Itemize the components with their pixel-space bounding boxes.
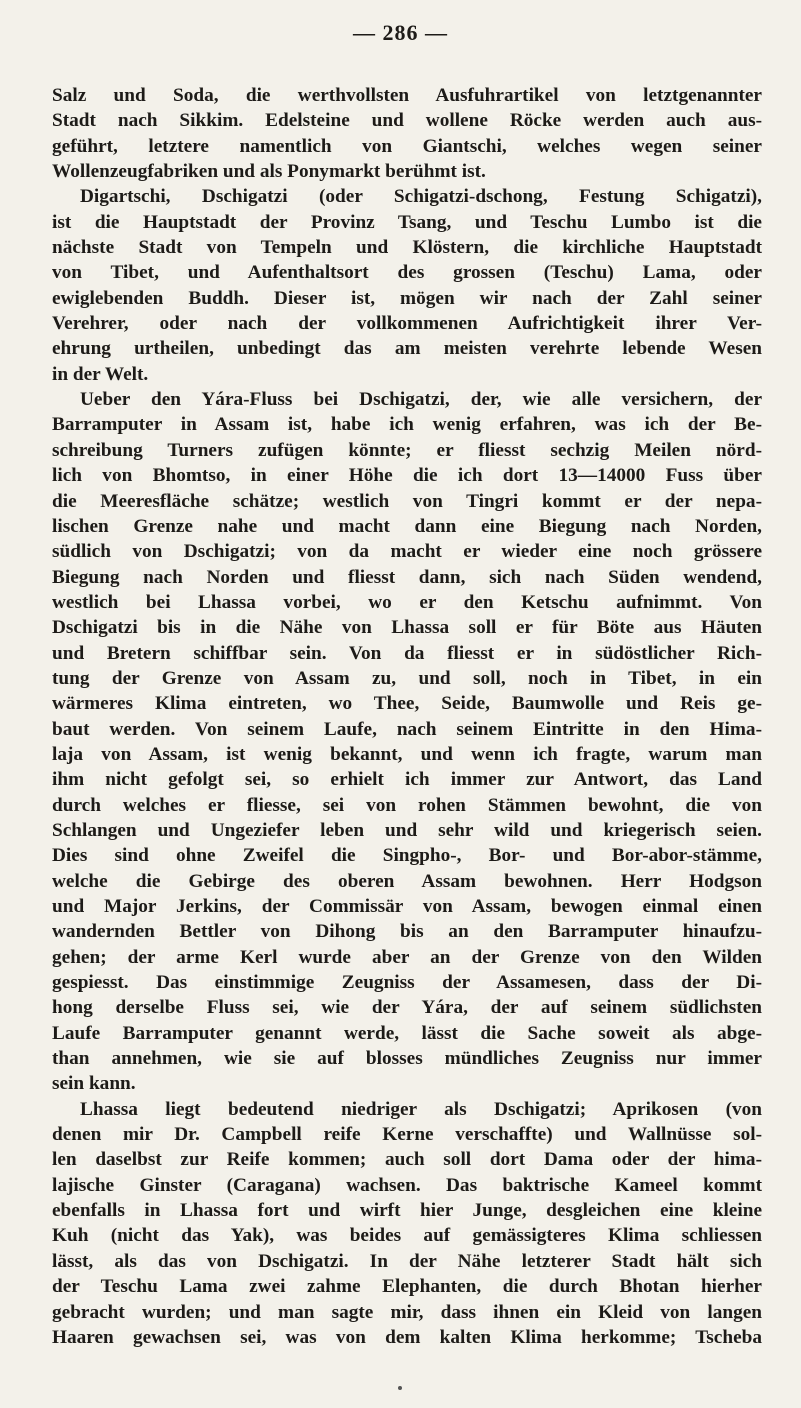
text-line: Barramputer in Assam ist, habe ich wenig erfahren, was ich der Be- [52, 414, 762, 436]
text-line: gehen; der arme Kerl wurde aber an der Grenze von den Wilden [52, 946, 762, 968]
text-line: südlich von Dschigatzi; von da macht er wieder eine noch grössere [52, 541, 762, 563]
text-line: Digartschi, Dschigatzi (oder Schigatzi-dschong, Festung Schigatzi), [80, 186, 762, 208]
text-line: der Teschu Lama zwei zahme Elephanten, die durch Bhotan hierher [52, 1276, 762, 1298]
text-line: Lhassa liegt bedeutend niedriger als Dschigatzi; Aprikosen (von [80, 1098, 762, 1120]
text-line: die Meeresfläche schätze; westlich von Tingri kommt er der nepa- [52, 490, 762, 512]
print-dot [398, 1386, 402, 1390]
text-line: denen mir Dr. Campbell reife Kerne verschaffte) und Wallnüsse sol- [52, 1124, 762, 1146]
text-line: und Major Jerkins, der Commissär von Assam, bewogen einmal einen [52, 896, 762, 917]
text-line: gebracht wurden; und man sagte mir, dass ihnen ein Kleid von langen [52, 1301, 762, 1323]
text-line: Schlangen und Ungeziefer leben und sehr wild und kriegerisch seien. [52, 819, 762, 841]
text-line: in der Welt. [52, 363, 149, 385]
text-line: lich von Bhomtso, in einer Höhe die ich dort 13—14000 Fuss über [52, 465, 762, 487]
text-line: laja von Assam, ist wenig bekannt, und wenn ich fragte, warum man [52, 743, 762, 765]
text-line: ehrung urtheilen, unbedingt das am meisten verehrte lebende Wesen [52, 338, 762, 360]
text-line: von Tibet, und Aufenthaltsort des grossen (Teschu) Lama, oder [52, 262, 762, 284]
text-line: than annehmen, wie sie auf blosses mündliches Zeugniss nur immer [52, 1048, 762, 1070]
text-line: wandernden Bettler von Dihong bis an den Barramputer hinaufzu- [52, 921, 762, 943]
text-line: westlich bei Lhassa vorbei, wo er den Ketschu aufnimmt. Von [52, 591, 762, 613]
text-line: durch welches er fliesse, sei von rohen Stämmen bewohnt, die von [52, 794, 762, 816]
text-line: Salz und Soda, die werthvollsten Ausfuhrartikel von letztgenannter [52, 85, 762, 106]
text-line: ihm nicht gefolgt sei, so erhielt ich immer zur Antwort, das Land [52, 769, 762, 791]
text-line: len daselbst zur Reife kommen; auch soll dort Dama oder der hima- [52, 1149, 762, 1171]
text-line: hong derselbe Fluss sei, wie der Yára, der auf seinem südlichsten [52, 997, 762, 1019]
text-line: sein kann. [52, 1073, 136, 1095]
text-line: ebenfalls in Lhassa fort und wirft hier Junge, desgleichen eine kleine [52, 1200, 762, 1222]
text-line: geführt, letztere namentlich von Giantschi, welches wegen seiner [52, 135, 762, 157]
text-line: wärmeres Klima eintreten, wo Thee, Seide, Baumwolle und Reis ge- [52, 693, 762, 715]
text-line: Wollenzeugfabriken und als Ponymarkt berühmt ist. [52, 161, 486, 183]
text-line: lässt, als das von Dschigatzi. In der Nähe letzterer Stadt hält sich [52, 1250, 762, 1272]
text-line: Ueber den Yára-Fluss bei Dschigatzi, der, wie alle versichern, der [80, 389, 762, 411]
text-line: ewiglebenden Buddh. Dieser ist, mögen wir nach der Zahl seiner [52, 287, 762, 309]
body-text [52, 83, 762, 1350]
text-line: tung der Grenze von Assam zu, und soll, noch in Tibet, in ein [52, 667, 762, 689]
page-number: — 286 — [353, 20, 448, 45]
text-line: nächste Stadt von Tempeln und Klöstern, die kirchliche Hauptstadt [52, 237, 762, 259]
text-line: und Bretern schiffbar sein. Von da fliesst er in südöstlicher Rich- [52, 642, 762, 664]
text-line: Haaren gewachsen sei, was von dem kalten Klima herkomme; Tscheba [52, 1326, 762, 1348]
text-line: lischen Grenze nahe und macht dann eine Biegung nach Norden, [52, 515, 762, 537]
text-line: welche die Gebirge des oberen Assam bewohnen. Herr Hodgson [52, 870, 762, 892]
text-line: Dschigatzi bis in die Nähe von Lhassa soll er für Böte aus Häuten [52, 617, 762, 639]
text-line: ist die Hauptstadt der Provinz Tsang, und Teschu Lumbo ist die [52, 211, 762, 233]
text-line: Kuh (nicht das Yak), was beides auf gemässigteres Klima schliessen [52, 1225, 762, 1247]
text-line: Dies sind ohne Zweifel die Singpho-, Bor- und Bor-abor-stämme, [52, 845, 762, 867]
text-line: Laufe Barramputer genannt werde, lässt die Sache soweit als abge- [52, 1022, 762, 1044]
text-line: Biegung nach Norden und fliesst dann, sich nach Süden wendend, [52, 566, 762, 588]
text-line: Verehrer, oder nach der vollkommenen Aufrichtigkeit ihrer Ver- [52, 313, 762, 335]
text-line: Stadt nach Sikkim. Edelsteine und wollene Röcke werden auch aus- [52, 110, 762, 132]
text-line: lajische Ginster (Caragana) wachsen. Das baktrische Kameel kommt [52, 1174, 762, 1196]
text-line: gespiesst. Das einstimmige Zeugniss der Assamesen, dass der Di- [52, 972, 762, 994]
text-line: schreibung Turners zufügen könnte; er fliesst sechzig Meilen nörd- [52, 439, 762, 461]
text-line: baut werden. Von seinem Laufe, nach seinem Eintritte in den Hima- [52, 718, 762, 740]
